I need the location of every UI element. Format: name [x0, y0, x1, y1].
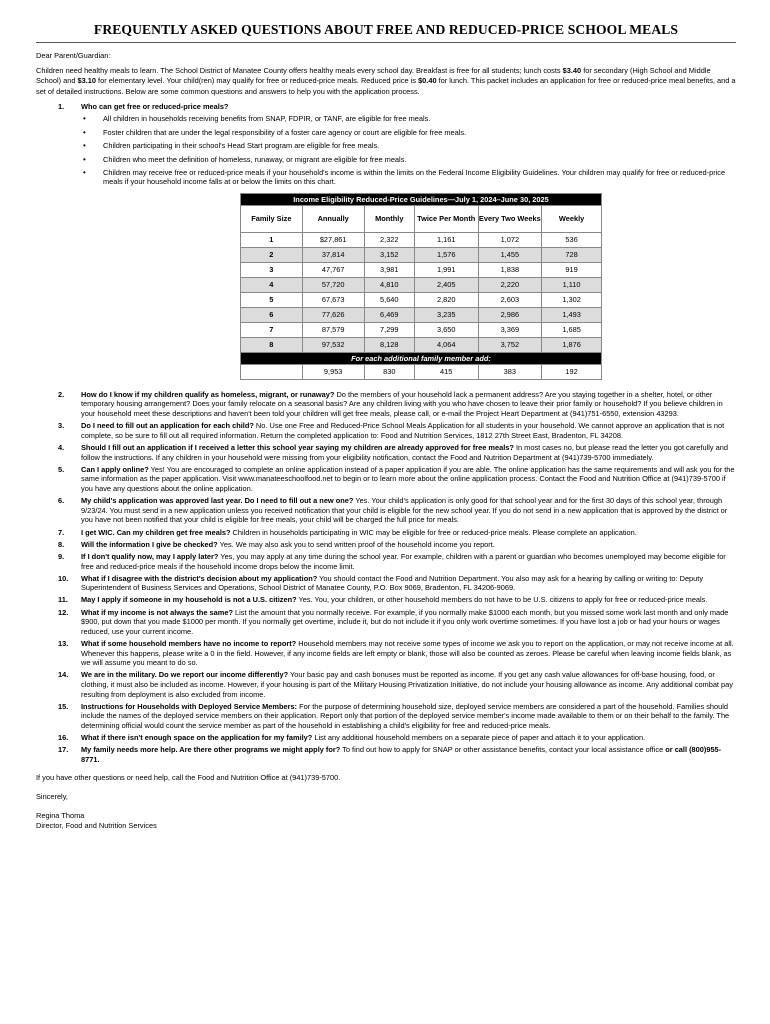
greeting: Dear Parent/Guardian: [36, 51, 111, 60]
faq-item [36, 639, 736, 668]
faq-item [36, 465, 736, 494]
faq-item [36, 496, 736, 525]
table-cell: 3,752 [478, 337, 542, 352]
table-row [241, 277, 602, 292]
faq-question: We are in the military. Do we report our income differently? [81, 670, 289, 680]
table-cell: 2,986 [478, 307, 542, 322]
faq-question: What if my income is not always the same? [81, 607, 233, 617]
eligibility-bullet-list [36, 114, 736, 186]
table-cell: 192 [542, 364, 602, 379]
sincerely: Sincerely, [36, 791, 68, 801]
faq-answer: Yes, you may apply at any time during the school year. For example, children with a parent or guardian who becomes unemployed may become eligible for free and reduced-price meals if the household income drops below the income limit. [81, 551, 726, 571]
table-cell: 3,981 [364, 262, 414, 277]
table-cell: 5,640 [364, 292, 414, 307]
table-cell: 2,322 [364, 232, 414, 247]
faq-answer: For the purpose of determining household size, deployed service members are considered a part of the household. Families should include the names of the deployed service members on their application. Report only that portion of the deployed service member's income made available to them or on their behalf to the family. The determining official would count the service member as part of the household in establishing a child's eligibility for free and reduced-price meals. [81, 701, 730, 730]
faq-body [81, 421, 736, 440]
family-size-cell: 4 [241, 277, 303, 292]
table-cell: 3,369 [478, 322, 542, 337]
intro-text-4: for lunch. This packet includes an application for free or reduced-price meal benefits, and a set of detailed instructions. Below are some common questions and answers to help you with the application process. [36, 76, 736, 96]
signer-title: Director, Food and Nutrition Services [36, 820, 157, 830]
table-cell: 4,810 [364, 277, 414, 292]
faq-question: Who can get free or reduced-price meals? [81, 101, 229, 111]
faq-answer: Do the members of your household lack a permanent address? Are you staying together in a shelter, hotel, or other temporary housing arrangement? Does your family relocate on a seasonal basis? Are any children living with you who have chosen to leave their prior family or household? If you believe children in your household meet these descriptions and haven't been told your children will get free meals, please call, or e-mail the Project Heart Department at (941)751-6550, extension 43293. [81, 389, 723, 419]
table-cell: 97,532 [302, 337, 364, 352]
faq-item [36, 733, 736, 743]
faq-item [36, 421, 736, 440]
faq-body [81, 608, 736, 637]
bullet-item: • Children who meet the definition of homeless, runaway, or migrant are eligible for free meals. [81, 155, 736, 164]
faq-number: 17. [58, 745, 69, 755]
faq-number: 13. [58, 639, 69, 649]
faq-question: Instructions for Households with Deployed Service Members: [81, 701, 298, 711]
table-cell: 536 [542, 232, 602, 247]
table-cell: 1,991 [414, 262, 478, 277]
column-header: Every Two Weeks [478, 205, 542, 232]
additional-member-row [241, 364, 602, 379]
intro-text-3: for elementary level. Your child(ren) may qualify for free or reduced-price meals. Reduced price is [96, 76, 419, 86]
faq-body [81, 595, 736, 605]
faq-answer: Yes! You are encouraged to complete an online application instead of a paper application if you are able. The online application has the same requirements and will ask you for the same information as the paper application. Visit www.manateeschoolfood.net to begin or to learn more about the online application process. Contact the Food and Nutrition Office at (941)739-5700 if you have any questions about the online application. [81, 464, 735, 493]
family-size-cell: 2 [241, 247, 303, 262]
faq-answer: Yes. Your child's application is only good for that school year and for the first 30 days of this school year, through 9/23/24. You must send in a new application unless you received notification that your child is eligible for the new school year. If you do not send in a new application that is approved by the district or you have not been notified that your child is eligible for free meals, your child will be charged the full price for meals. [81, 496, 728, 525]
faq-number: 3. [58, 421, 65, 431]
faq-item [36, 552, 736, 571]
table-row [241, 322, 602, 337]
faq-answer: Your basic pay and cash bonuses must be reported as income. If you get any cash value allowances for off-base housing, food, or clothing, it must also be included as income. However, if your housing is part of the Military Housing Privatization Initiative, do not include your housing allowance as income. Any additional combat pay resulting from deployment is also excluded from income. [81, 670, 733, 699]
table-cell: 919 [542, 262, 602, 277]
intro-paragraph [36, 66, 736, 97]
additional-member-label: For each additional family member add: [241, 352, 602, 364]
table-row [241, 292, 602, 307]
faq-body [81, 496, 736, 525]
table-cell: 2,220 [478, 277, 542, 292]
column-header: Weekly [542, 205, 602, 232]
bullet-item: • Foster children that are under the legal responsibility of a foster care agency or court are eligible for free meals. [81, 128, 736, 137]
table-cell: 2,820 [414, 292, 478, 307]
faq-body [81, 702, 736, 731]
price-elementary: $3.10 [77, 76, 96, 86]
table-cell: 8,128 [364, 337, 414, 352]
table-cell: 2,603 [478, 292, 542, 307]
column-header: Twice Per Month [414, 205, 478, 232]
page-title: FREQUENTLY ASKED QUESTIONS ABOUT FREE AND REDUCED-PRICE SCHOOL MEALS [93, 22, 679, 37]
table-row [241, 262, 602, 277]
faq-question: What if I disagree with the district's decision about my application? [81, 573, 318, 583]
family-size-cell: 6 [241, 307, 303, 322]
faq-item [36, 443, 736, 462]
intro-text-1: Children need healthy meals to learn. The School District of Manatee County offers healthy meals every school day. Breakfast is free for all students; lunch costs [36, 66, 563, 76]
intro-text-2: for secondary (High School and Middle School) and [36, 66, 711, 86]
closing-line: If you have other questions or need help, call the Food and Nutrition Office at (941)739-5700. [36, 772, 341, 782]
faq-body [81, 574, 736, 593]
family-size-cell: 7 [241, 322, 303, 337]
faq-body [81, 552, 736, 571]
faq-answer: Yes. We may also ask you to send written proof of the household income you report. [217, 539, 495, 549]
faq-question: Can I apply online? [81, 464, 149, 474]
faq-body [81, 528, 736, 538]
faq-number: 8. [58, 539, 65, 549]
table-cell: 47,767 [302, 262, 364, 277]
family-size-cell: 3 [241, 262, 303, 277]
faq-number: 1. [58, 101, 65, 111]
table-cell: 9,953 [302, 364, 364, 379]
faq-answer: List the amount that you normally receive. For example, if you normally make $1000 each month, but you missed some work last month and only made $900, put down that you made $1000 per month. If you normally get overtime, include it, but do not include it if you only work overtime sometimes. If you have lost a job or had your hours or wages reduced, use your current income. [81, 607, 729, 636]
faq-item [36, 608, 736, 637]
signer-name: Regina Thoma [36, 810, 85, 820]
faq-item [36, 745, 736, 764]
table-cell: 6,469 [364, 307, 414, 322]
title-rule [36, 42, 736, 43]
column-header: Family Size [241, 205, 303, 232]
faq-answer-bold: or call (800)955-8771. [81, 745, 722, 764]
faq-number: 9. [58, 551, 65, 561]
faq-question: What if there isn't enough space on the application for my family? [81, 733, 313, 743]
faq-item [36, 390, 736, 419]
table-cell: 1,876 [542, 337, 602, 352]
bullet-item: • Children may receive free or reduced-price meals if your household's income is within the limits on the Federal Income Eligibility Guidelines. Your children may qualify for free or reduced-price meals if your household income falls at or below the limits on this chart. [81, 168, 736, 187]
table-cell: 77,626 [302, 307, 364, 322]
table-cell: 1,493 [542, 307, 602, 322]
table-header-row [241, 205, 602, 232]
table-row [241, 247, 602, 262]
table-row [241, 337, 602, 352]
table-cell: 1,161 [414, 232, 478, 247]
price-secondary: $3.40 [562, 66, 582, 76]
table-cell: 1,302 [542, 292, 602, 307]
table-cell: 1,685 [542, 322, 602, 337]
faq-number: 11. [58, 595, 68, 605]
faq-item [36, 540, 736, 550]
table-cell [241, 364, 303, 379]
table-cell: 2,405 [414, 277, 478, 292]
faq-item [36, 574, 736, 593]
table-cell: 830 [364, 364, 414, 379]
faq-question: Should I fill out an application if I received a letter this school year saying my children are already approved for free meals? [81, 443, 514, 452]
faq-answer: You should contact the Food and Nutrition Department. You also may ask for a hearing by calling or writing to: Deputy Superintendent of Business Services and Operations, School District of Manatee County, P.O. Box 9069, Bradenton, FL 34206-9069. [81, 573, 704, 593]
table-cell: 1,110 [542, 277, 602, 292]
price-reduced: $0.40 [418, 76, 437, 86]
faq-answer: No. Use one Free and Reduced-Price School Meals Application for all students in your household. We cannot approve an application that is not complete, so be sure to fill out all required information. Return the completed application to: Food and Nutrition Services, 1812 27th Street East, Bradenton, FL 34208. [81, 421, 725, 440]
faq-question: Do I need to fill out an application for each child? [81, 421, 254, 431]
table-cell: 728 [542, 247, 602, 262]
table-cell: 3,235 [414, 307, 478, 322]
faq-number: 2. [58, 389, 65, 399]
faq-answer: To find out how to apply for SNAP or other assistance benefits, contact your local assistance office [340, 745, 666, 755]
faq-question: Will the information I give be checked? [81, 539, 218, 549]
table-cell: 4,064 [414, 337, 478, 352]
faq-item [36, 595, 736, 605]
faq-item [36, 528, 736, 538]
faq-body [81, 540, 736, 550]
table-cell: $27,861 [302, 232, 364, 247]
faq-body [81, 733, 736, 743]
table-cell: 1,455 [478, 247, 542, 262]
table-row [241, 307, 602, 322]
family-size-cell: 1 [241, 232, 303, 247]
faq-item [36, 670, 736, 699]
faq-question: May I apply if someone in my household is not a U.S. citizen? [81, 595, 297, 605]
table-cell: 57,720 [302, 277, 364, 292]
faq-number: 12. [58, 607, 69, 617]
column-header: Annually [302, 205, 364, 232]
faq-number: 5. [58, 464, 65, 474]
bullet-item: • All children in households receiving benefits from SNAP, FDPIR, or TANF, are eligible for free meals. [81, 114, 736, 123]
table-row [241, 232, 602, 247]
faq-question: I get WIC. Can my children get free meals? [81, 527, 231, 537]
bullet-item: • Children participating in their school's Head Start program are eligible for free meals. [81, 141, 736, 150]
faq-item-1 [36, 102, 736, 112]
faq-number: 6. [58, 496, 65, 506]
faq-answer: Children in households participating in WIC may be eligible for free or reduced-price meals. Please complete an application. [230, 527, 637, 537]
table-cell: 7,299 [364, 322, 414, 337]
faq-number: 7. [58, 527, 65, 537]
faq-number: 16. [58, 733, 69, 743]
income-eligibility-table [240, 193, 602, 380]
faq-answer: List any additional household members on a separate piece of paper and attach it to your application. [312, 733, 646, 743]
table-cell: 383 [478, 364, 542, 379]
table-caption: Income Eligibility Reduced-Price Guidelines—July 1, 2024–June 30, 2025 [241, 193, 602, 205]
faq-body [81, 465, 736, 494]
faq-list [36, 390, 736, 765]
faq-answer: Yes. You, your children, or other household members do not have to be U.S. citizens to apply for free or reduced-price meals. [296, 595, 708, 605]
faq-number: 4. [58, 443, 65, 452]
table-cell: 3,152 [364, 247, 414, 262]
faq-question: If I don't qualify now, may I apply later? [81, 551, 219, 561]
family-size-cell: 5 [241, 292, 303, 307]
faq-question: My family needs more help. Are there other programs we might apply for? [81, 745, 341, 755]
table-cell: 3,650 [414, 322, 478, 337]
table-cell: 37,814 [302, 247, 364, 262]
table-cell: 1,576 [414, 247, 478, 262]
table-cell: 1,072 [478, 232, 542, 247]
faq-answer: Household members may not receive some types of income we ask you to report on the application, or may not receive income at all. Whenever this happens, please write a 0 in the field. However, if any income fields are left empty or blank, those will also be counted as zeroes. Please be careful when leaving income fields blank, as we will assume you meant to do so. [81, 639, 734, 668]
faq-body [81, 745, 736, 764]
faq-answer: In most cases no, but please read the letter you got carefully and follow the instructions. If any children in your household were missing from your eligibility notification, contact the Food and Nutrition Department at (941)739-5700 immediately. [81, 443, 728, 462]
table-cell: 67,673 [302, 292, 364, 307]
faq-body [81, 670, 736, 699]
faq-number: 15. [58, 701, 69, 711]
table-cell: 415 [414, 364, 478, 379]
family-size-cell: 8 [241, 337, 303, 352]
column-header: Monthly [364, 205, 414, 232]
faq-body [81, 639, 736, 668]
table-cell: 87,579 [302, 322, 364, 337]
faq-number: 10. [58, 573, 69, 583]
table-cell: 1,838 [478, 262, 542, 277]
faq-question: What if some household members have no income to report? [81, 639, 297, 649]
faq-number: 14. [58, 670, 69, 680]
faq-item [36, 702, 736, 731]
faq-body [81, 390, 736, 419]
faq-question: My child's application was approved last year. Do I need to fill out a new one? [81, 496, 354, 506]
faq-question: How do I know if my children qualify as homeless, migrant, or runaway? [81, 389, 335, 399]
faq-body [81, 443, 736, 462]
